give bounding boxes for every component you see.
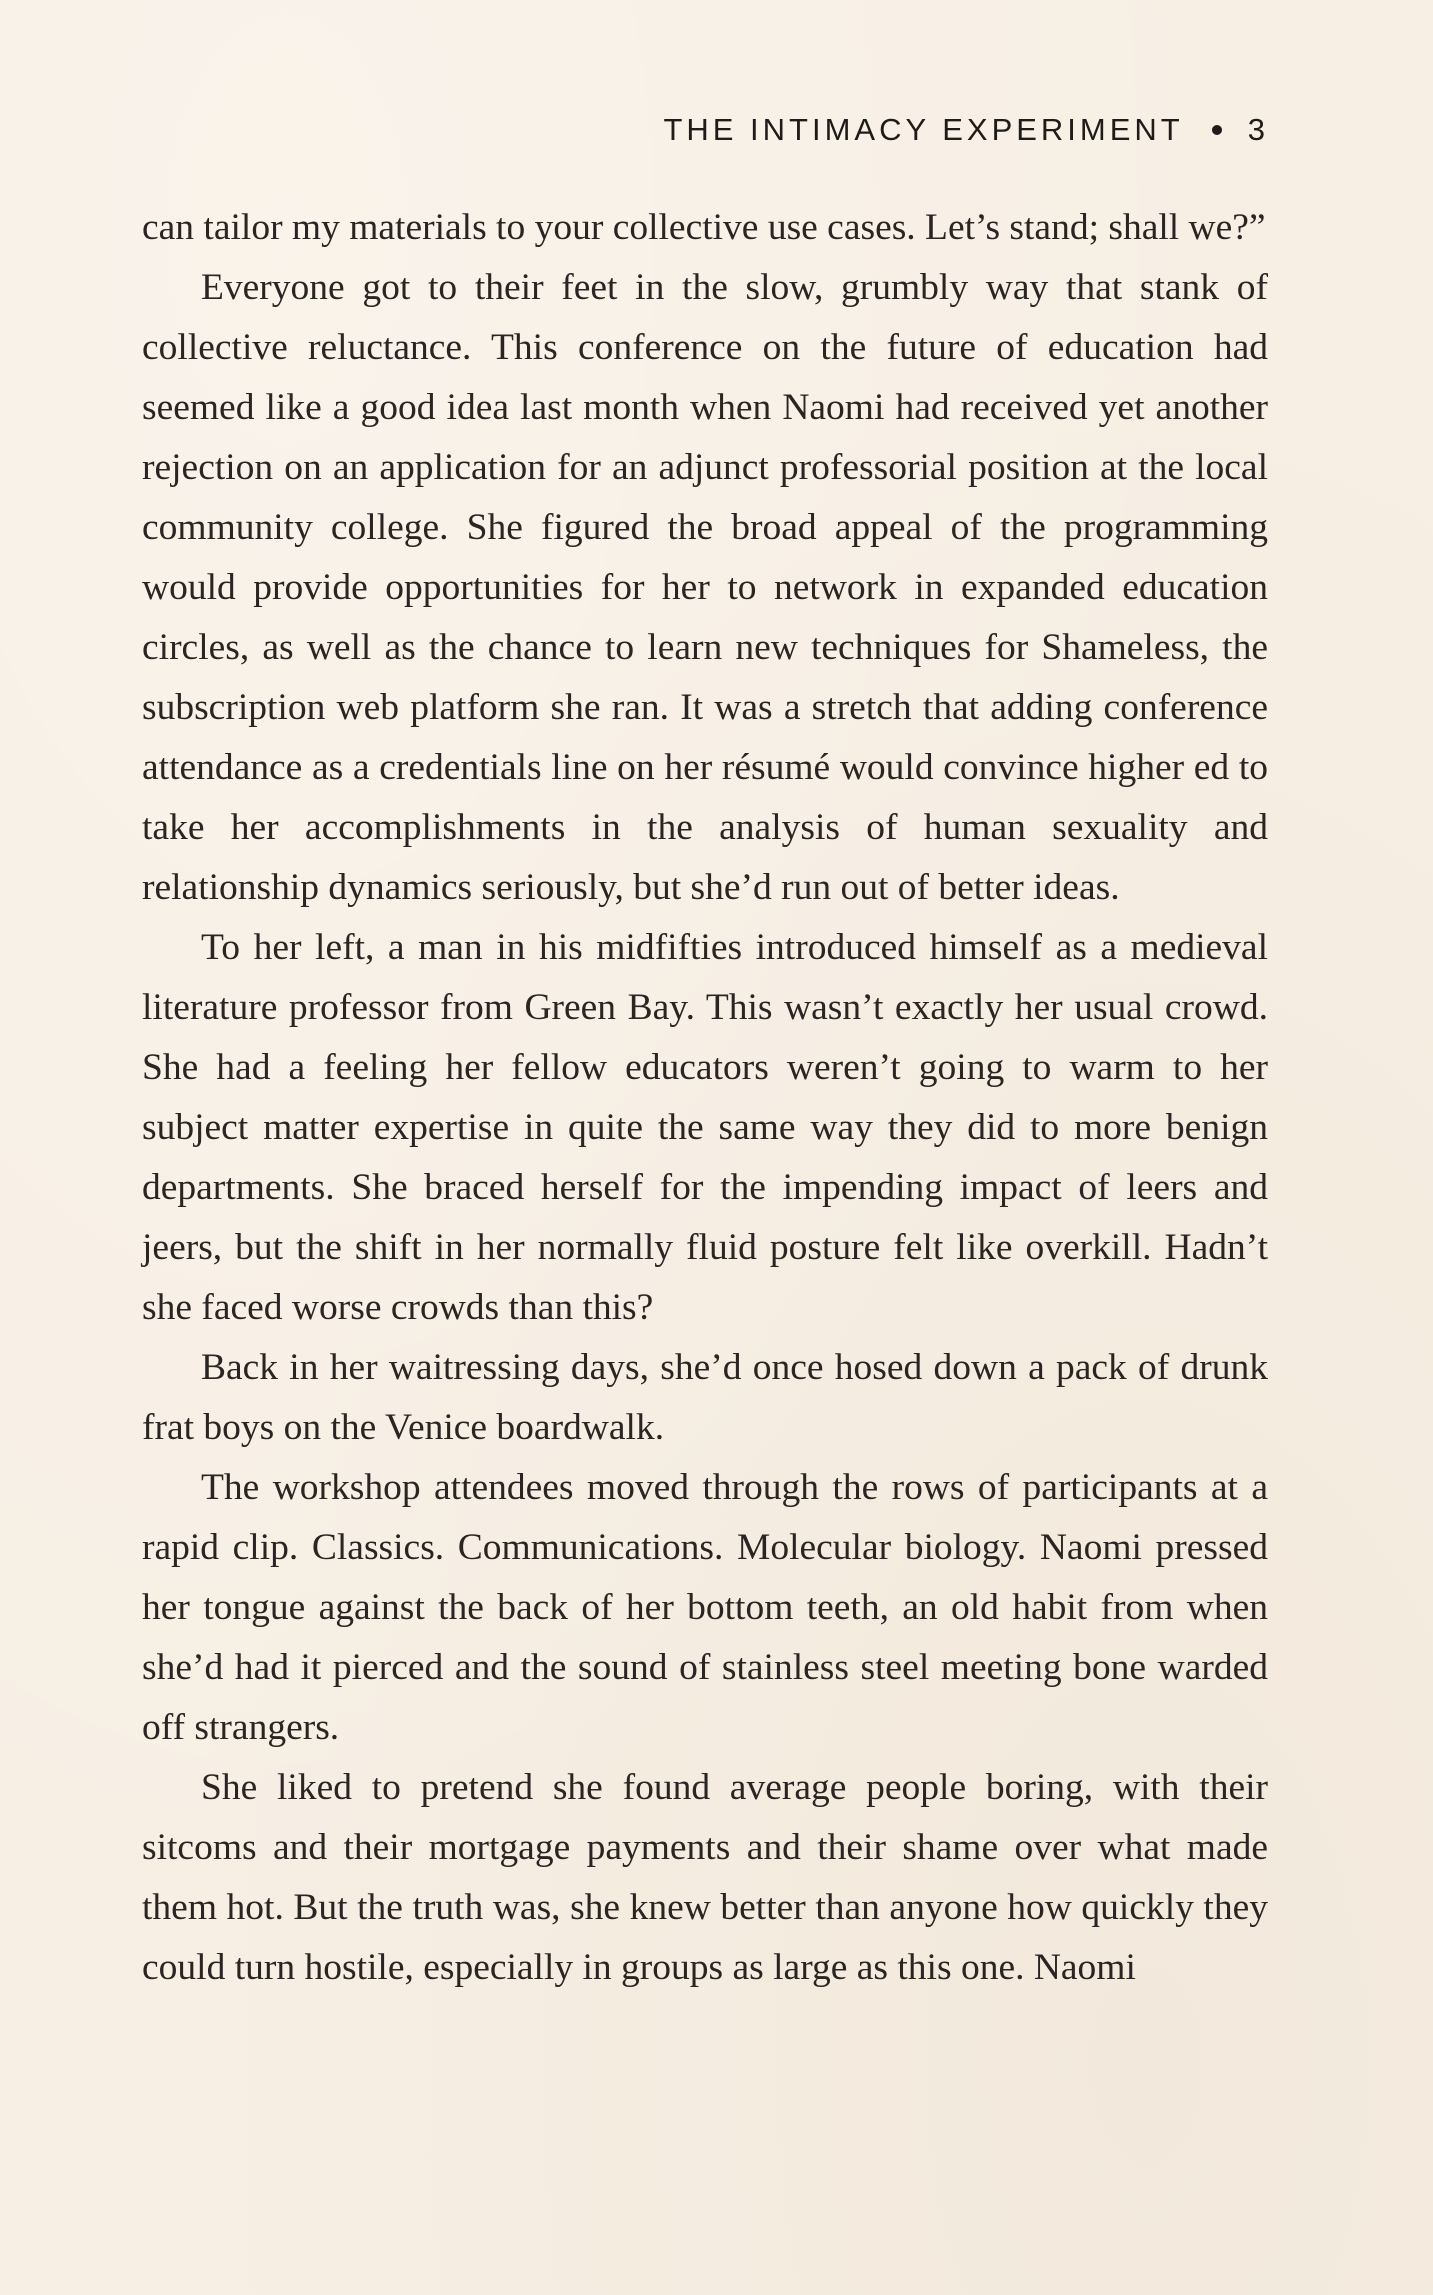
bullet-separator	[1212, 125, 1222, 135]
paragraph-continuation: can tailor my materials to your collective use cases. Let’s stand; shall we?”	[142, 207, 1266, 248]
paragraph: Back in her waitressing days, she’d once hosed down a pack of drunk frat boys on the Venice boardwalk.	[142, 1347, 1268, 1448]
running-head	[663, 108, 1265, 152]
book-title: THE INTIMACY EXPERIMENT	[663, 112, 1184, 147]
paragraph: To her left, a man in his midfifties introduced himself as a medieval literature professor from Green Bay. This wasn’t exactly her usual crowd. She had a feeling her fellow educators weren’t going to warm to her subject matter expertise in quite the same way they did to more benign departments. She braced herself for the impending impact of leers and jeers, but the shift in her normally fluid posture felt like overkill. Hadn’t she faced worse crowds than this?	[142, 927, 1268, 1328]
body-text	[142, 198, 1268, 1998]
paragraph-continued: She liked to pretend she found average people boring, with their sitcoms and their mortgage payments and their shame over what made them hot. But the truth was, she knew better than anyone how quickly they could turn hostile, especially in groups as large as this one. Naomi	[142, 1767, 1268, 1988]
paragraph: The workshop attendees moved through the rows of participants at a rapid clip. Classics. Communications. Molecular biology. Naomi pressed her tongue against the back of her bottom teeth, an old habit from when she’d had it pierced and the sound of stainless steel meeting bone warded off strangers.	[142, 1467, 1268, 1748]
paragraph: Everyone got to their feet in the slow, grumbly way that stank of collective reluctance. This conference on the future of education had seemed like a good idea last month when Naomi had received yet another rejection on an application for an adjunct professorial position at the local community college. She figured the broad appeal of the programming would provide opportunities for her to network in expanded education circles, as well as the chance to learn new techniques for Shameless, the subscription web platform she ran. It was a stretch that adding conference attendance as a credentials line on her résumé would convince higher ed to take her accomplishments in the analysis of human sexuality and relationship dynamics seriously, but she’d run out of better ideas.	[142, 267, 1268, 908]
page-number: 3	[1247, 112, 1265, 147]
